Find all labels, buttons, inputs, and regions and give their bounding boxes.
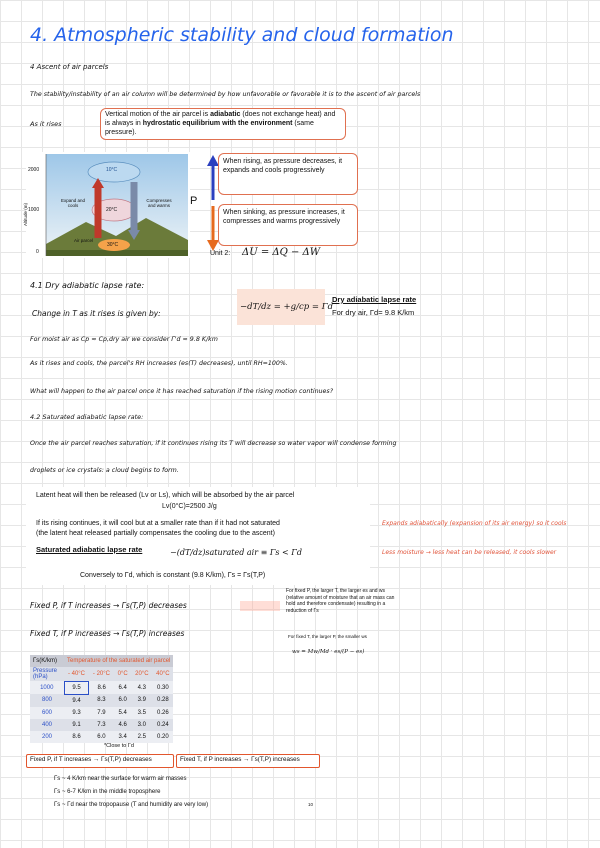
adiabatic-definition-box: [100, 108, 346, 140]
value-cell: 3.0: [137, 721, 146, 728]
pressure-cell: 400: [41, 721, 52, 728]
value-cell: 7.9: [97, 709, 106, 716]
value-cell: 0.24: [157, 721, 169, 728]
table-title: Temperature of the saturated air parcel: [64, 655, 173, 667]
table-temp-row: [30, 667, 173, 681]
table-row: [30, 681, 173, 694]
latent-line-1: Latent heat will then be released (Lv or Ls), which will be absorbed by the air parcel: [36, 492, 295, 499]
fixed-p-highlight: [240, 601, 280, 611]
dry-rate-title: Dry adiabatic lapse rate: [332, 295, 417, 304]
expand-cools-label: Expand and cools: [60, 198, 86, 208]
pressure-p-label: P: [190, 195, 198, 207]
page-number: 10: [308, 802, 314, 807]
adiabatic-text-bold: adiabatic: [210, 111, 241, 118]
summary-line-1: Γs ~ 4 K/km near the surface for warm air masses: [54, 776, 187, 782]
dry-rate-text: For dry air, Γd= 9.8 K/km: [332, 308, 415, 317]
latent-line-2: Lv(0°C)=2500 J/g: [162, 503, 217, 510]
side-note-1: Expands adiabatically (expansion of its air energy) so it cools: [382, 520, 567, 527]
saturated-heading: 4.2 Saturated adiabatic lapse rate:: [30, 413, 144, 421]
dry-equation: −dT/dz = +g/cp = Γd: [240, 302, 334, 312]
pressure-cell: 800: [41, 697, 52, 704]
value-cell: 6.0: [97, 733, 106, 740]
temp-header: 0°C: [114, 667, 131, 681]
value-cell: 9.1: [72, 721, 81, 728]
rh-line: As it rises and cools, the parcel's RH increases (es(T) decreases), until RH=100%.: [30, 360, 288, 367]
pressure-label: Pressure (hPa): [30, 667, 64, 681]
ws-equation: ws = Mw/Md · es/(P − es): [292, 649, 365, 655]
value-cell: 0.26: [157, 709, 169, 716]
ytick-1000: 1000: [28, 207, 40, 213]
temp-top-label: 10°C: [106, 167, 118, 173]
sat-line-2: droplets or ice crystals: a cloud begins to form.: [30, 467, 179, 474]
sat-line-1: Once the air parcel reaches saturation, if it continues rising its T will decrease so water vapor will condense forming: [30, 440, 397, 447]
dry-change-line: Change in T as it rises is given by:: [32, 309, 161, 318]
value-cell: 0.20: [157, 733, 169, 740]
saturated-lapse-table: [30, 655, 173, 749]
sat-equation: −(dT/dz)saturated air ≡ Γs < Γd: [170, 548, 302, 557]
fixed-p-box: Fixed P, if T increases → Γs(T,P) decreases: [26, 754, 174, 768]
side-note-2: Less moisture → less heat can be released, it cools slower: [382, 549, 557, 556]
temp-header: - 40°C: [64, 667, 89, 681]
rising-box: When rising, as pressure decreases, it expands and cools progressively: [218, 153, 358, 195]
sinking-box: When sinking, as pressure increases, it compresses and warms progressively: [218, 204, 358, 246]
temp-header: 40°C: [152, 667, 173, 681]
summary-line-3: Γs ~ Γd near the tropopause (T and humidity are very low): [54, 802, 209, 808]
value-cell: 9.3: [72, 709, 81, 716]
temp-header: 20°C: [131, 667, 152, 681]
page-title: 4. Atmospheric stability and cloud formation: [30, 24, 454, 46]
adiabatic-text-1: Vertical motion of the air parcel is: [105, 111, 211, 118]
air-parcel-figure: [23, 152, 190, 258]
fixed-p-hand: Fixed P, if T increases → Γs(T,P) decreases: [30, 601, 187, 610]
fixed-p-note: For fixed P, the larger T, the larger es and ws (relative amount of moisture that an air mass can hold and therefore condensate) resulting in a reduction of Γs: [286, 588, 395, 614]
temp-bottom-label: 30°C: [107, 242, 119, 248]
moist-line: For moist air as Cp ≈ Cp,dry air we consider Γ'd ≈ 9.8 K/km: [30, 336, 218, 343]
pressure-cell: 600: [41, 709, 52, 716]
value-cell: 4.6: [118, 721, 127, 728]
summary-line-2: Γs ~ 6-7 K/km in the middle troposphere: [54, 789, 161, 795]
value-cell: 4.3: [137, 684, 146, 691]
compress-warms-label: Compresses and warms: [146, 198, 172, 208]
table-row: [30, 719, 173, 731]
table-row: [30, 694, 173, 707]
temp-mid-label: 20°C: [106, 207, 118, 213]
fixed-t-note: For fixed T, the larger P, the smaller ws: [288, 634, 367, 639]
air-parcel-label: Air parcel: [74, 238, 94, 243]
temp-header: - 20°C: [89, 667, 114, 681]
value-cell: 0.28: [157, 697, 169, 704]
value-cell: 8.6: [97, 684, 106, 691]
value-cell: 3.4: [118, 733, 127, 740]
rising-cont-2: (the latent heat released partially compensates the cooling due to the ascent): [36, 530, 275, 537]
value-cell: 9.5: [64, 681, 89, 694]
intro-line: The stability/instability of an air column will be determined by how unfavorable or favorable it is to the ascent of air parcels: [30, 91, 421, 98]
table-corner: Γs(K/km): [30, 655, 64, 667]
value-cell: 9.4: [72, 697, 81, 704]
value-cell: 0.30: [157, 684, 169, 691]
value-cell: 5.4: [118, 709, 127, 716]
section-heading-ascent: 4 Ascent of air parcels: [30, 63, 109, 71]
value-cell: 2.5: [137, 733, 146, 740]
ground: [46, 250, 188, 256]
value-cell: 6.0: [118, 697, 127, 704]
adiabatic-text-3: (same pressure).: [105, 120, 314, 136]
conversely-line: Conversely to Γd, which is constant (9.8 K/km), Γs = Γs(T,P): [80, 572, 266, 579]
table-footnote: *Close to Γd: [104, 742, 134, 749]
fixed-t-box: Fixed T, if P increases → Γs(T,P) increases: [176, 754, 320, 768]
value-cell: 6.4: [118, 684, 127, 691]
unit2-equation: ΔU = ΔQ − ΔW: [242, 247, 321, 258]
table-row: [30, 731, 173, 743]
sat-rate-title: Saturated adiabatic lapse rate: [36, 545, 143, 554]
pressure-cell: 1000: [40, 684, 54, 691]
unit2-label: Unit 2:: [210, 250, 231, 257]
value-cell: 3.5: [137, 709, 146, 716]
as-it-rises-label: As it rises: [30, 120, 62, 128]
value-cell: 7.3: [97, 721, 106, 728]
ytick-2000: 2000: [28, 167, 40, 173]
table-header-row: [30, 655, 173, 667]
lapse-rate-table: [30, 655, 173, 743]
value-cell: 8.6: [72, 733, 81, 740]
pressure-cell: 200: [41, 733, 52, 740]
value-cell: 8.3: [97, 697, 106, 704]
hydrostatic-text-bold: hydrostatic equilibrium with the environment: [142, 120, 293, 127]
yaxis-label: Altitude (m): [23, 202, 29, 227]
rising-cont-1: If its rising continues, it will cool but at a smaller rate than if it had not saturated: [36, 520, 280, 527]
question-line: What will happen to the air parcel once it has reached saturation if the rising motion continues?: [30, 388, 334, 395]
value-cell: 3.9: [137, 697, 146, 704]
table-row: [30, 707, 173, 719]
fixed-t-hand: Fixed T, if P increases → Γs(T,P) increases: [30, 629, 185, 638]
ytick-0: 0: [36, 249, 39, 255]
dry-heading: 4.1 Dry adiabatic lapse rate:: [30, 281, 145, 290]
adiabatic-text-2: (does not exchange heat) and is always in: [105, 111, 336, 127]
